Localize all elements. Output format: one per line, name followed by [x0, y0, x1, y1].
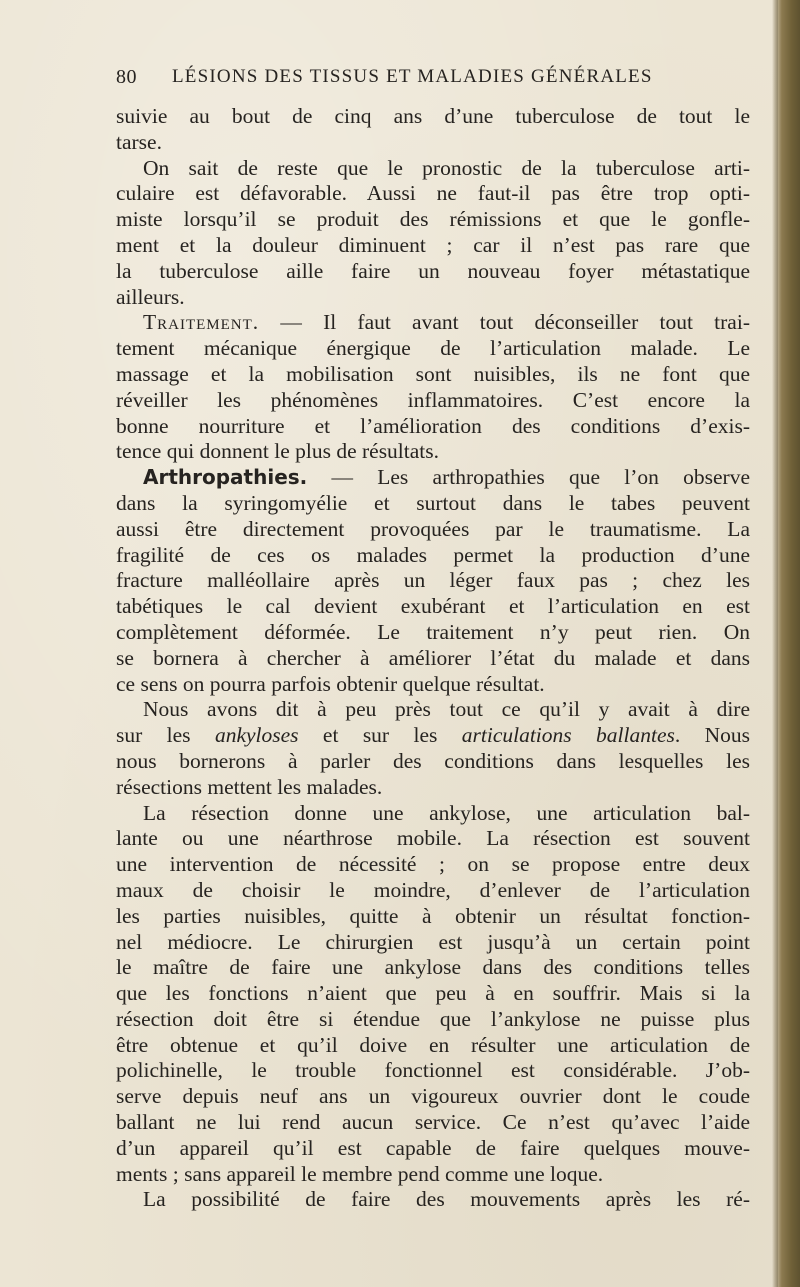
text-line: ments ; sans appareil le membre pend comme une loque. [116, 1161, 604, 1186]
text-line: nous bornerons à parler des conditions dans lesquelles les [116, 748, 750, 773]
text-line [116, 465, 750, 491]
text-fragment: — Les arthropathies que l’on observe [331, 465, 750, 490]
text-line: culaire est défavorable. Aussi ne faut-il pas être trop opti- [116, 181, 750, 206]
section-heading-arthropathies: Arthropathies. [143, 465, 308, 490]
italic-term-ankyloses: ankyloses [214, 723, 299, 748]
text-line: complètement déformée. Le traitement n’y peut rien. On [116, 619, 750, 644]
section-label-traitement: Traitement. [143, 310, 260, 335]
text-fragment: et sur les [322, 723, 438, 748]
text-line: maux de choisir le moindre, d’enlever de l’articulation [116, 877, 750, 902]
page-edge-gradient [772, 0, 778, 1287]
text-line: lante ou une néarthrose mobile. La résection est souvent [116, 826, 750, 851]
page-number: 80 [116, 66, 137, 88]
text-line: La résection donne une ankylose, une articulation bal- [143, 800, 750, 825]
text-line: fracture malléollaire après un léger faux pas ; chez les [116, 568, 750, 593]
text-line: d’un appareil qu’il est capable de faire quelques mouve- [116, 1135, 750, 1160]
text-line: nel médiocre. Le chirurgien est jusqu’à un certain point [116, 929, 750, 954]
body-text [116, 104, 750, 1213]
text-line: résection doit être si étendue que l’ankylose ne puisse plus [116, 1006, 750, 1031]
text-line [116, 310, 750, 336]
text-line: être obtenue et qu’il doive en résulter une articulation de [116, 1032, 750, 1057]
text-fragment: — Il faut avant tout déconseiller tout trai- [280, 310, 750, 335]
text-line: résections mettent les malades. [116, 774, 383, 799]
text-line: aussi être directement provoquées par le traumatisme. La [116, 516, 750, 541]
text-line: fragilité de ces os malades permet la production d’une [116, 542, 750, 567]
text-line: miste lorsqu’il se produit des rémissions et que le gonfle- [116, 207, 750, 232]
text-line: tement mécanique énergique de l’articulation malade. Le [116, 336, 750, 361]
text-line: On sait de reste que le pronostic de la tuberculose arti- [143, 155, 750, 180]
text-line: ballant ne lui rend aucun service. Ce n’est qu’avec l’aide [116, 1110, 750, 1135]
text-line: une intervention de nécessité ; on se propose entre deux [116, 852, 750, 877]
text-line: Nous avons dit à peu près tout ce qu’il y avait à dire [143, 697, 750, 722]
text-line: tabétiques le cal devient exubérant et l’articulation en est [116, 594, 750, 619]
text-line: massage et la mobilisation sont nuisibles, ils ne font que [116, 361, 750, 386]
text-line: ailleurs. [116, 284, 185, 309]
text-line: le maître de faire une ankylose dans des conditions telles [116, 955, 750, 980]
text-line: La possibilité de faire des mouvements après les ré- [143, 1187, 750, 1212]
text-line: ce sens on pourra parfois obtenir quelque résultat. [116, 671, 545, 696]
text-line: réveiller les phénomènes inflammatoires. C’est encore la [116, 387, 750, 412]
text-line: se bornera à chercher à améliorer l’état du malade et dans [116, 645, 750, 670]
text-fragment: . Nous [674, 723, 751, 748]
page-header [116, 66, 746, 92]
text-line: que les fonctions n’aient que peu à en souffrir. Mais si la [116, 981, 750, 1006]
italic-term-articulations-ballantes: articulations ballantes [461, 723, 675, 748]
text-line: tarse. [116, 129, 162, 154]
text-line: polichinelle, le trouble fonctionnel est considérable. J’ob- [116, 1058, 750, 1083]
text-line: serve depuis neuf ans un vigoureux ouvrier dont le coude [116, 1084, 750, 1109]
text-line: bonne nourriture et l’amélioration des conditions d’exis- [116, 413, 750, 438]
text-line: dans la syringomyélie et surtout dans le tabes peuvent [116, 490, 750, 515]
text-line: ment et la douleur diminuent ; car il n’est pas rare que [116, 232, 750, 257]
text-line: tence qui donnent le plus de résultats. [116, 439, 440, 464]
text-line [116, 723, 750, 749]
text-line: les parties nuisibles, quitte à obtenir un résultat fonction- [116, 903, 750, 928]
text-line: suivie au bout de cinq ans d’une tuberculose de tout le [116, 104, 750, 128]
text-fragment: sur les [116, 723, 191, 748]
running-head: LÉSIONS DES TISSUS ET MALADIES GÉNÉRALES [172, 66, 653, 87]
text-line: la tuberculose aille faire un nouveau foyer métastatique [116, 258, 750, 283]
